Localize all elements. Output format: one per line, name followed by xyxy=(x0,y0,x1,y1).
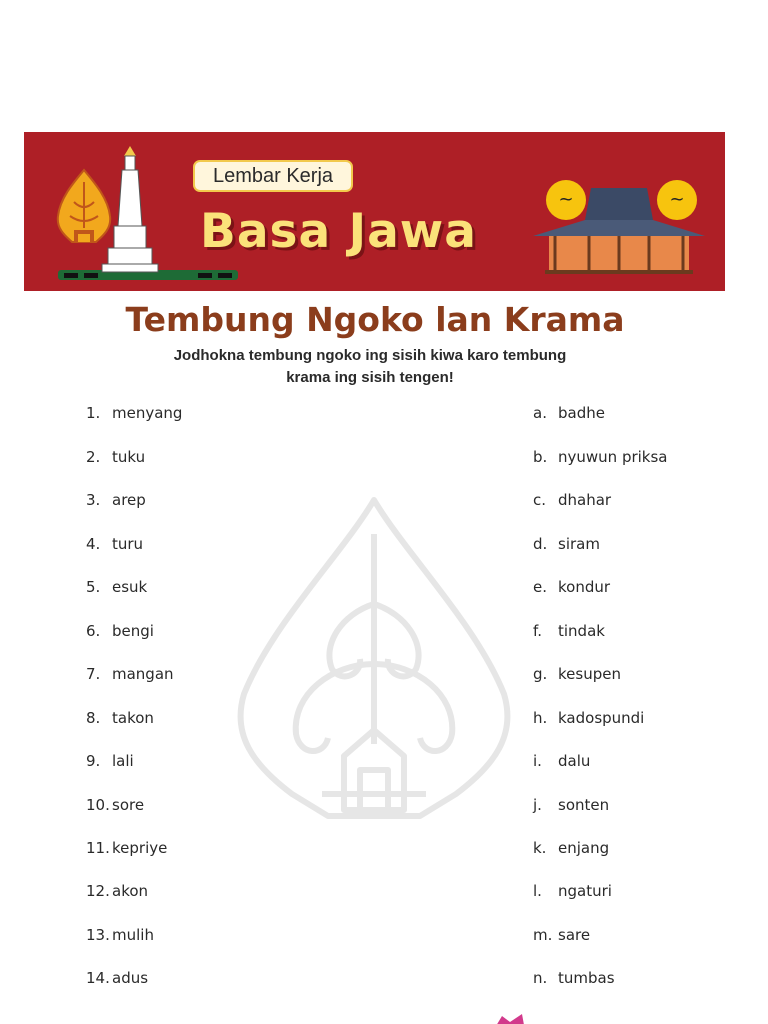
page-title: Tembung Ngoko lan Krama xyxy=(125,300,625,339)
item-letter: l. xyxy=(533,882,542,900)
item-number: 9. xyxy=(86,752,101,770)
list-item-krama xyxy=(533,576,610,598)
item-word: esuk xyxy=(112,578,148,596)
item-word: mulih xyxy=(112,926,154,944)
item-word: siram xyxy=(558,535,600,553)
list-item-ngoko xyxy=(86,967,148,989)
list-item-ngoko xyxy=(86,707,154,729)
footer-logo xyxy=(488,1012,668,1024)
item-number: 12. xyxy=(86,882,110,900)
list-item-ngoko xyxy=(86,489,146,511)
list-item-krama xyxy=(533,707,644,729)
item-number: 8. xyxy=(86,709,101,727)
list-item-ngoko xyxy=(86,620,154,642)
item-word: adus xyxy=(112,969,149,987)
item-word: takon xyxy=(112,709,154,727)
item-word: kesupen xyxy=(558,665,621,683)
javanese-house-icon xyxy=(529,184,709,276)
item-letter: h. xyxy=(533,709,548,727)
list-item-ngoko xyxy=(86,880,148,902)
item-number: 7. xyxy=(86,665,101,683)
list-item-krama xyxy=(533,663,621,685)
item-word: badhe xyxy=(558,404,605,422)
item-number: 5. xyxy=(86,578,101,596)
item-letter: c. xyxy=(533,491,547,509)
item-number: 2. xyxy=(86,448,101,466)
list-item-ngoko xyxy=(86,837,167,859)
item-letter: e. xyxy=(533,578,547,596)
list-item-krama xyxy=(533,967,615,989)
item-letter: m. xyxy=(533,926,553,944)
item-word: kondur xyxy=(558,578,611,596)
banner-title: Basa Jawa xyxy=(200,204,477,259)
list-item-ngoko xyxy=(86,750,134,772)
list-item-krama xyxy=(533,794,609,816)
javanese-script-icon: ~ xyxy=(546,180,586,220)
list-item-krama xyxy=(533,533,600,555)
list-item-krama xyxy=(533,402,605,424)
item-word: akon xyxy=(112,882,149,900)
item-word: sonten xyxy=(558,796,610,814)
list-item-krama xyxy=(533,446,668,468)
list-item-ngoko xyxy=(86,446,145,468)
item-letter: n. xyxy=(533,969,548,987)
item-letter: d. xyxy=(533,535,548,553)
instructions xyxy=(140,345,600,389)
list-item-krama xyxy=(533,880,612,902)
javanese-script-icon: ~ xyxy=(657,180,697,220)
item-number: 4. xyxy=(86,535,101,553)
item-word: tuku xyxy=(112,448,146,466)
list-item-krama xyxy=(533,620,605,642)
instruction-line: Jodhokna tembung ngoko ing sisih kiwa karo tembung xyxy=(173,347,567,364)
list-item-krama xyxy=(533,837,609,859)
item-word: enjang xyxy=(558,839,610,857)
list-item-krama xyxy=(533,489,611,511)
list-item-ngoko xyxy=(86,576,147,598)
item-word: dhahar xyxy=(558,491,612,509)
item-number: 10. xyxy=(86,796,110,814)
item-number: 3. xyxy=(86,491,101,509)
gunungan-watermark-icon xyxy=(232,494,516,824)
item-word: lali xyxy=(112,752,134,770)
item-letter: k. xyxy=(533,839,547,857)
item-word: turu xyxy=(112,535,144,553)
item-number: 6. xyxy=(86,622,101,640)
list-item-ngoko xyxy=(86,533,143,555)
brand-logo-icon xyxy=(488,1012,528,1024)
item-word: arep xyxy=(112,491,146,509)
item-letter: g. xyxy=(533,665,548,683)
item-word: kadospundi xyxy=(558,709,645,727)
list-item-ngoko xyxy=(86,402,182,424)
item-word: tumbas xyxy=(558,969,615,987)
item-word: ngaturi xyxy=(558,882,612,900)
item-letter: a. xyxy=(533,404,547,422)
item-letter: f. xyxy=(533,622,542,640)
list-item-ngoko xyxy=(86,794,144,816)
item-word: bengi xyxy=(112,622,154,640)
item-word: sare xyxy=(558,926,591,944)
item-word: kepriye xyxy=(112,839,168,857)
list-item-ngoko xyxy=(86,663,174,685)
item-number: 11. xyxy=(86,839,110,857)
list-item-ngoko xyxy=(86,924,154,946)
item-word: menyang xyxy=(112,404,183,422)
item-number: 1. xyxy=(86,404,101,422)
list-item-krama xyxy=(533,750,590,772)
item-word: sore xyxy=(112,796,145,814)
list-item-krama xyxy=(533,924,590,946)
item-word: tindak xyxy=(558,622,605,640)
item-word: dalu xyxy=(558,752,591,770)
item-number: 13. xyxy=(86,926,110,944)
instruction-line: krama ing sisih tengen! xyxy=(286,369,454,386)
item-letter: j. xyxy=(533,796,542,814)
item-number: 14. xyxy=(86,969,110,987)
worksheet-pill-label: Lembar Kerja xyxy=(193,160,353,192)
item-word: mangan xyxy=(112,665,174,683)
item-word: nyuwun priksa xyxy=(558,448,668,466)
item-letter: i. xyxy=(533,752,542,770)
item-letter: b. xyxy=(533,448,548,466)
